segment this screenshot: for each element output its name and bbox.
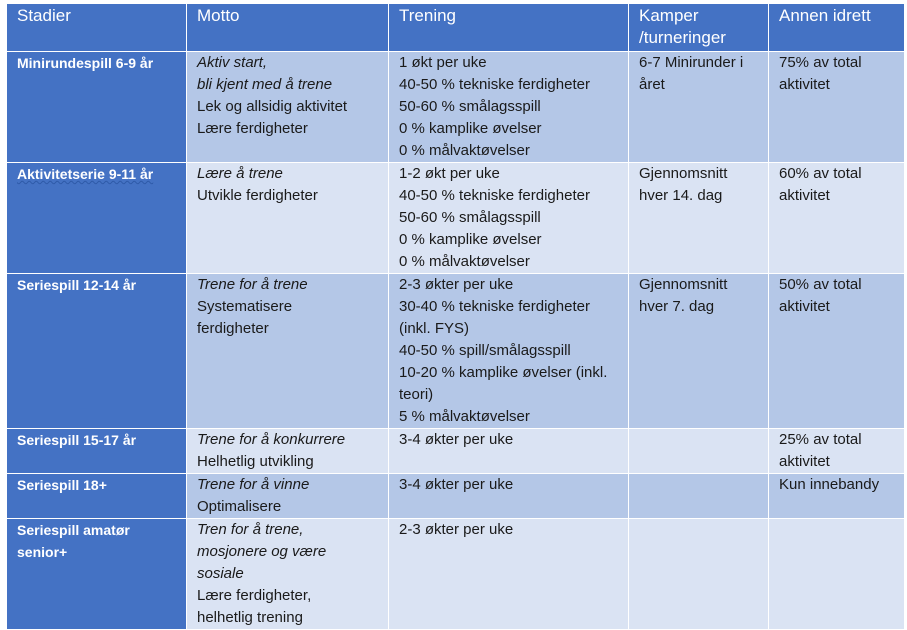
- matches-cell: Gjennomsnitt hver 7. dag: [629, 274, 769, 429]
- header-kamper-line: Kamper: [639, 6, 699, 25]
- training-item: 50-60 % smålagsspill: [399, 98, 541, 115]
- training-cell: [389, 274, 629, 429]
- stage-label: Seriespill amatør senior+: [17, 522, 130, 560]
- training-item: 0 % kamplike øvelser: [399, 231, 542, 248]
- table-row: [7, 474, 905, 519]
- training-cell: [389, 429, 629, 474]
- motto-text: Lære ferdigheter: [197, 120, 308, 137]
- motto-italic: bli kjent med å trene: [197, 76, 333, 93]
- header-kamper: [629, 4, 769, 52]
- matches-cell: Gjennomsnitt hver 14. dag: [629, 163, 769, 274]
- training-cell: [389, 474, 629, 519]
- table-row: [7, 429, 905, 474]
- stage-cell: Seriespill 12-14 år: [7, 274, 187, 429]
- motto-text: Optimalisere: [197, 498, 282, 515]
- training-item: 40-50 % spill/smålagsspill: [399, 342, 571, 359]
- motto-text: Utvikle ferdigheter: [197, 187, 318, 204]
- matches-cell: [629, 474, 769, 519]
- training-stages-table: [6, 3, 905, 630]
- training-item: 0 % målvaktøvelser: [399, 142, 530, 159]
- stage-cell: Minirundespill 6-9 år: [7, 52, 187, 163]
- motto-italic: Tren for å trene, mosjonere og være sosiale: [197, 521, 327, 582]
- motto-cell: [187, 474, 389, 519]
- training-cell: [389, 519, 629, 630]
- motto-italic: Trene for å trene: [197, 276, 308, 293]
- other-sport-cell: 25% av total aktivitet: [769, 429, 905, 474]
- training-item: 3-4 økter per uke: [399, 476, 514, 493]
- header-stadier: Stadier: [7, 4, 187, 52]
- training-cell: [389, 163, 629, 274]
- header-kamper-line: /turneringer: [639, 28, 726, 47]
- stage-label: Aktivitetserie 9-11 år: [17, 166, 154, 182]
- training-item: 50-60 % smålagsspill: [399, 209, 541, 226]
- training-item: 30-40 % tekniske ferdigheter (inkl. FYS): [399, 298, 590, 337]
- training-item: 0 % kamplike øvelser: [399, 120, 542, 137]
- motto-cell: [187, 52, 389, 163]
- table-row: [7, 274, 905, 429]
- other-sport-cell: 60% av total aktivitet: [769, 163, 905, 274]
- table-row: [7, 52, 905, 163]
- motto-italic: Trene for å konkurrere: [197, 431, 346, 448]
- matches-cell: [629, 429, 769, 474]
- training-item: 3-4 økter per uke: [399, 431, 514, 448]
- stage-cell: Seriespill 18+: [7, 474, 187, 519]
- motto-italic: Trene for å vinne: [197, 476, 310, 493]
- matches-cell: [629, 519, 769, 630]
- matches-cell: 6-7 Minirunder i året: [629, 52, 769, 163]
- motto-cell: [187, 429, 389, 474]
- motto-text: Systematisere ferdigheter: [197, 298, 293, 337]
- other-sport-cell: 75% av total aktivitet: [769, 52, 905, 163]
- stage-cell: [7, 163, 187, 274]
- other-sport-cell: Kun innebandy: [769, 474, 905, 519]
- header-trening: Trening: [389, 4, 629, 52]
- table-row: [7, 519, 905, 630]
- training-cell: [389, 52, 629, 163]
- training-item: 10-20 % kamplike øvelser (inkl. teori): [399, 364, 608, 403]
- motto-italic: Lære å trene: [197, 165, 283, 182]
- motto-cell: [187, 163, 389, 274]
- motto-text: Lek og allsidig aktivitet: [197, 98, 348, 115]
- training-item: 40-50 % tekniske ferdigheter: [399, 76, 590, 93]
- motto-cell: [187, 519, 389, 630]
- stage-cell: Seriespill 15-17 år: [7, 429, 187, 474]
- training-item: 2-3 økter per uke: [399, 521, 514, 538]
- training-item: 2-3 økter per uke: [399, 276, 514, 293]
- motto-text: Lære ferdigheter, helhetlig trening: [197, 587, 312, 626]
- header-motto: Motto: [187, 4, 389, 52]
- training-item: 1 økt per uke: [399, 54, 487, 71]
- other-sport-cell: [769, 519, 905, 630]
- motto-text: Helhetlig utvikling: [197, 453, 314, 470]
- other-sport-cell: 50% av total aktivitet: [769, 274, 905, 429]
- training-item: 0 % målvaktøvelser: [399, 253, 530, 270]
- training-item: 5 % målvaktøvelser: [399, 408, 530, 425]
- training-item: 40-50 % tekniske ferdigheter: [399, 187, 590, 204]
- motto-cell: [187, 274, 389, 429]
- header-row: [7, 4, 905, 52]
- motto-italic: Aktiv start,: [197, 54, 268, 71]
- header-annen-idrett: Annen idrett: [769, 4, 905, 52]
- table-row: [7, 163, 905, 274]
- training-item: 1-2 økt per uke: [399, 165, 500, 182]
- stage-cell: [7, 519, 187, 630]
